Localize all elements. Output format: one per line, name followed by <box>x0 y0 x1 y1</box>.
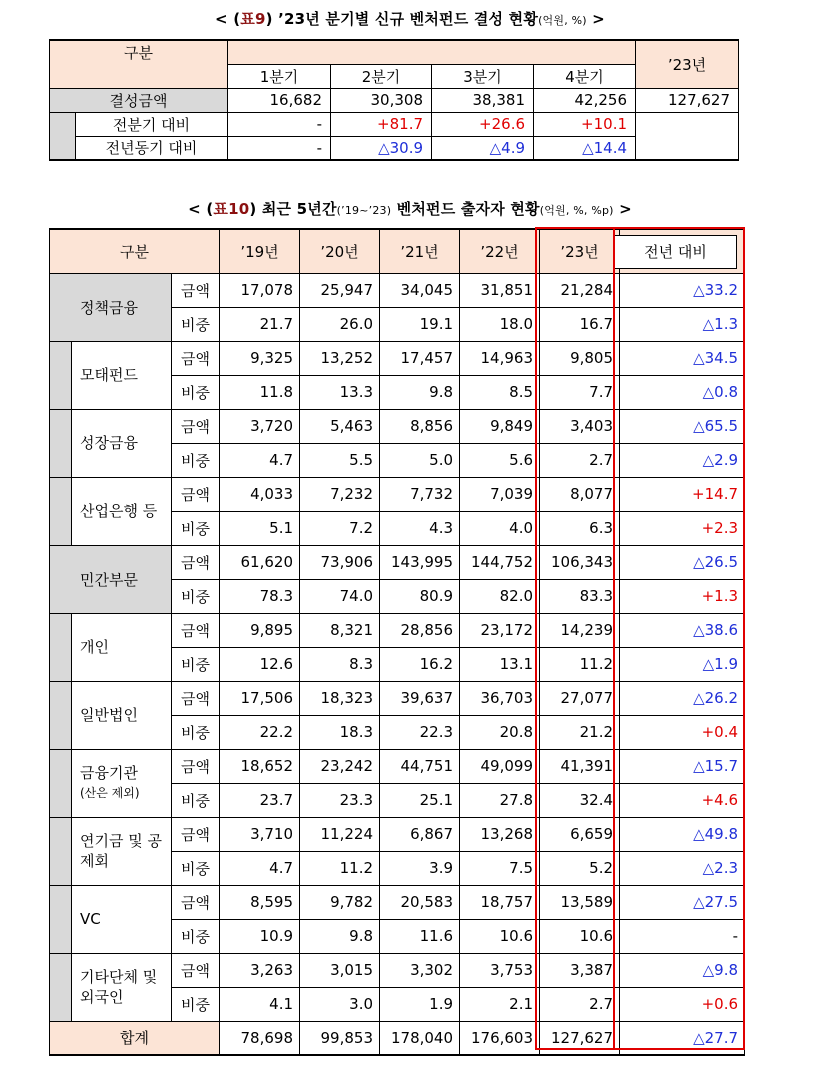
indent-fill <box>50 409 72 477</box>
amount-label: 금액 <box>172 273 220 307</box>
value-cell: 3,753 <box>460 953 540 987</box>
value-cell: 1.9 <box>380 987 460 1021</box>
value-cell: 23,242 <box>300 749 380 783</box>
share-label: 비중 <box>172 715 220 749</box>
value-cell: 5.0 <box>380 443 460 477</box>
value-cell: 9.8 <box>300 919 380 953</box>
table-row <box>50 817 745 851</box>
header-q2: 2분기 <box>331 64 432 88</box>
group-name: 성장금융 <box>80 434 138 452</box>
change-cell: △1.3 <box>620 307 745 341</box>
indent-fill <box>50 885 72 953</box>
table-row <box>50 613 745 647</box>
caption-range: (’19~’23) <box>336 204 392 217</box>
share-label: 비중 <box>172 375 220 409</box>
total-label: 합계 <box>50 1021 220 1055</box>
change-cell: +1.3 <box>620 579 745 613</box>
value-cell: 17,506 <box>220 681 300 715</box>
change-cell: △9.8 <box>620 953 745 987</box>
value-cell: 26.0 <box>300 307 380 341</box>
value-cell: 2.7 <box>540 987 620 1021</box>
table10-caption <box>0 198 820 219</box>
value-cell: 23,172 <box>460 613 540 647</box>
indent-fill <box>50 477 72 545</box>
value-cell: 4.7 <box>220 851 300 885</box>
value-cell: 25,947 <box>300 273 380 307</box>
value-cell: 44,751 <box>380 749 460 783</box>
value-cell: 3,403 <box>540 409 620 443</box>
group-label <box>72 341 172 409</box>
value-cell: 13,589 <box>540 885 620 919</box>
caption-title-2: 벤처펀드 출자자 현황 <box>391 200 540 218</box>
value-cell: 6,867 <box>380 817 460 851</box>
value-cell: 22.2 <box>220 715 300 749</box>
quarterly-fund-table <box>49 39 739 161</box>
row-label: 전분기 대비 <box>76 112 228 136</box>
indent-fill <box>50 136 76 160</box>
value-cell: 41,391 <box>540 749 620 783</box>
value-cell: 5.2 <box>540 851 620 885</box>
value-cell: 11.2 <box>300 851 380 885</box>
value-cell: 11.2 <box>540 647 620 681</box>
caption-tag: 표9 <box>240 10 266 28</box>
share-label: 비중 <box>172 919 220 953</box>
header-category: 구분 <box>50 229 220 273</box>
value-cell: 23.3 <box>300 783 380 817</box>
value-cell: 8.3 <box>300 647 380 681</box>
caption-prefix: < ( <box>215 10 241 28</box>
value-cell: 3,710 <box>220 817 300 851</box>
change-cell: +0.6 <box>620 987 745 1021</box>
total-change: △27.7 <box>620 1021 745 1055</box>
value-cell: 3,720 <box>220 409 300 443</box>
value-cell: 4.1 <box>220 987 300 1021</box>
value-cell: 36,703 <box>460 681 540 715</box>
value-cell: 8,595 <box>220 885 300 919</box>
value-cell: 3,263 <box>220 953 300 987</box>
amount-label: 금액 <box>172 749 220 783</box>
header-q1: 1분기 <box>228 64 331 88</box>
caption-unit: (억원, %, %p) <box>539 204 614 217</box>
share-label: 비중 <box>172 579 220 613</box>
value-cell: 14,963 <box>460 341 540 375</box>
value-cell: 74.0 <box>300 579 380 613</box>
header-year: ’20년 <box>300 229 380 273</box>
value-cell: 8.5 <box>460 375 540 409</box>
value-cell: 2.1 <box>460 987 540 1021</box>
value-cell: 7.2 <box>300 511 380 545</box>
row-label: 전년동기 대비 <box>76 136 228 160</box>
header-category-lower <box>50 64 228 88</box>
value-cell: 78.3 <box>220 579 300 613</box>
cell: 42,256 <box>534 88 636 112</box>
value-cell: 4,033 <box>220 477 300 511</box>
value-cell: 20,583 <box>380 885 460 919</box>
amount-label: 금액 <box>172 545 220 579</box>
indent-fill <box>50 817 72 885</box>
value-cell: 12.6 <box>220 647 300 681</box>
change-cell: △0.8 <box>620 375 745 409</box>
cell-empty <box>636 112 739 160</box>
value-cell: 9,895 <box>220 613 300 647</box>
share-label: 비중 <box>172 783 220 817</box>
table-row <box>50 885 745 919</box>
row-label: 결성금액 <box>50 88 228 112</box>
change-cell: △2.9 <box>620 443 745 477</box>
caption-tag: 표10 <box>213 200 250 218</box>
header-year: ’21년 <box>380 229 460 273</box>
share-label: 비중 <box>172 307 220 341</box>
value-cell: 7.5 <box>460 851 540 885</box>
value-cell: 3,302 <box>380 953 460 987</box>
amount-label: 금액 <box>172 953 220 987</box>
group-name: 정책금융 <box>80 298 138 317</box>
value-cell: 20.8 <box>460 715 540 749</box>
total-cell: 178,040 <box>380 1021 460 1055</box>
header-change: 전년 대비 <box>614 235 737 269</box>
value-cell: 8,321 <box>300 613 380 647</box>
value-cell: 9,849 <box>460 409 540 443</box>
indent-fill <box>50 953 72 1021</box>
value-cell: 9,782 <box>300 885 380 919</box>
value-cell: 18,323 <box>300 681 380 715</box>
value-cell: 83.3 <box>540 579 620 613</box>
change-cell: +0.4 <box>620 715 745 749</box>
caption-title: ) ’23년 분기별 신규 벤처펀드 결성 현황 <box>265 10 539 28</box>
value-cell: 18,652 <box>220 749 300 783</box>
value-cell: 10.6 <box>540 919 620 953</box>
value-cell: 13.1 <box>460 647 540 681</box>
value-cell: 143,995 <box>380 545 460 579</box>
value-cell: 17,078 <box>220 273 300 307</box>
change-cell: △2.3 <box>620 851 745 885</box>
cell: △14.4 <box>534 136 636 160</box>
value-cell: 3.0 <box>300 987 380 1021</box>
amount-label: 금액 <box>172 613 220 647</box>
indent-fill <box>50 613 72 681</box>
value-cell: 18.3 <box>300 715 380 749</box>
share-label: 비중 <box>172 647 220 681</box>
group-label <box>50 545 172 613</box>
cell-total: 127,627 <box>636 88 739 112</box>
group-label <box>72 817 172 885</box>
value-cell: 7,732 <box>380 477 460 511</box>
cell: 38,381 <box>432 88 534 112</box>
value-cell: 27.8 <box>460 783 540 817</box>
value-cell: 3,387 <box>540 953 620 987</box>
amount-label: 금액 <box>172 885 220 919</box>
caption-suffix: > <box>613 200 632 218</box>
change-cell: △38.6 <box>620 613 745 647</box>
table-row <box>50 681 745 715</box>
value-cell: 13,268 <box>460 817 540 851</box>
cell: 30,308 <box>331 88 432 112</box>
value-cell: 8,856 <box>380 409 460 443</box>
change-cell: △26.5 <box>620 545 745 579</box>
amount-label: 금액 <box>172 681 220 715</box>
value-cell: 11.8 <box>220 375 300 409</box>
group-name: 기타단체 및 외국인 <box>80 968 158 1006</box>
group-name: 일반법인 <box>80 706 138 724</box>
change-cell: +2.3 <box>620 511 745 545</box>
amount-label: 금액 <box>172 409 220 443</box>
caption-unit: (억원, %) <box>538 14 587 27</box>
table9-caption <box>0 8 820 29</box>
group-label <box>72 953 172 1021</box>
value-cell: 10.6 <box>460 919 540 953</box>
value-cell: 13.3 <box>300 375 380 409</box>
caption-prefix: < ( <box>188 200 214 218</box>
share-label: 비중 <box>172 851 220 885</box>
change-cell: △65.5 <box>620 409 745 443</box>
total-cell: 176,603 <box>460 1021 540 1055</box>
group-label <box>72 613 172 681</box>
value-cell: 7,039 <box>460 477 540 511</box>
value-cell: 34,045 <box>380 273 460 307</box>
value-cell: 9.8 <box>380 375 460 409</box>
change-cell: +14.7 <box>620 477 745 511</box>
value-cell: 7.7 <box>540 375 620 409</box>
header-year: ’22년 <box>460 229 540 273</box>
value-cell: 21.7 <box>220 307 300 341</box>
table-row <box>50 953 745 987</box>
value-cell: 16.7 <box>540 307 620 341</box>
cell: - <box>228 112 331 136</box>
cell: +26.6 <box>432 112 534 136</box>
change-cell: △1.9 <box>620 647 745 681</box>
indent-fill <box>50 749 72 817</box>
value-cell: 9,325 <box>220 341 300 375</box>
value-cell: 18.0 <box>460 307 540 341</box>
value-cell: 61,620 <box>220 545 300 579</box>
header-spacer <box>228 40 636 64</box>
value-cell: 5.5 <box>300 443 380 477</box>
group-name: 민간부문 <box>80 570 138 589</box>
change-cell: △27.5 <box>620 885 745 919</box>
group-name: 개인 <box>80 638 109 656</box>
table-row <box>50 273 745 307</box>
group-name: 연기금 및 공제회 <box>80 832 162 870</box>
cell: △30.9 <box>331 136 432 160</box>
value-cell: 16.2 <box>380 647 460 681</box>
table-row <box>50 477 745 511</box>
value-cell: 27,077 <box>540 681 620 715</box>
group-label <box>72 477 172 545</box>
cell: +81.7 <box>331 112 432 136</box>
group-note: (산은 제외) <box>80 786 140 800</box>
value-cell: 10.9 <box>220 919 300 953</box>
value-cell: 3,015 <box>300 953 380 987</box>
change-cell: △49.8 <box>620 817 745 851</box>
value-cell: 11.6 <box>380 919 460 953</box>
group-label <box>72 885 172 953</box>
fund-investor-table <box>49 228 745 1056</box>
group-label <box>72 749 172 817</box>
value-cell: 22.3 <box>380 715 460 749</box>
header-year: ’23년 <box>636 40 739 88</box>
indent-fill <box>50 341 72 409</box>
cell: - <box>228 136 331 160</box>
share-label: 비중 <box>172 443 220 477</box>
change-cell: - <box>620 919 745 953</box>
table-row <box>50 545 745 579</box>
indent-fill <box>50 112 76 136</box>
value-cell: 82.0 <box>460 579 540 613</box>
group-name: 금융기관 <box>80 764 138 782</box>
header-category: 구분 <box>50 40 228 64</box>
header-q4: 4분기 <box>534 64 636 88</box>
change-cell: △33.2 <box>620 273 745 307</box>
change-cell: △26.2 <box>620 681 745 715</box>
group-label <box>50 273 172 341</box>
value-cell: 49,099 <box>460 749 540 783</box>
value-cell: 21.2 <box>540 715 620 749</box>
header-year: ’23년 <box>540 229 620 273</box>
caption-suffix: > <box>586 10 605 28</box>
group-name: 산업은행 등 <box>80 502 158 520</box>
share-label: 비중 <box>172 987 220 1021</box>
value-cell: 28,856 <box>380 613 460 647</box>
value-cell: 19.1 <box>380 307 460 341</box>
value-cell: 5,463 <box>300 409 380 443</box>
value-cell: 8,077 <box>540 477 620 511</box>
value-cell: 39,637 <box>380 681 460 715</box>
amount-label: 금액 <box>172 817 220 851</box>
table-row <box>50 749 745 783</box>
value-cell: 32.4 <box>540 783 620 817</box>
value-cell: 6.3 <box>540 511 620 545</box>
share-label: 비중 <box>172 511 220 545</box>
group-name: 모태펀드 <box>80 366 138 384</box>
cell: 16,682 <box>228 88 331 112</box>
table-row <box>50 409 745 443</box>
value-cell: 25.1 <box>380 783 460 817</box>
group-label <box>72 681 172 749</box>
value-cell: 9,805 <box>540 341 620 375</box>
value-cell: 73,906 <box>300 545 380 579</box>
total-cell: 99,853 <box>300 1021 380 1055</box>
change-cell: +4.6 <box>620 783 745 817</box>
value-cell: 80.9 <box>380 579 460 613</box>
value-cell: 4.3 <box>380 511 460 545</box>
amount-label: 금액 <box>172 477 220 511</box>
group-label <box>72 409 172 477</box>
value-cell: 4.0 <box>460 511 540 545</box>
value-cell: 11,224 <box>300 817 380 851</box>
amount-label: 금액 <box>172 341 220 375</box>
value-cell: 31,851 <box>460 273 540 307</box>
value-cell: 5.1 <box>220 511 300 545</box>
value-cell: 5.6 <box>460 443 540 477</box>
value-cell: 6,659 <box>540 817 620 851</box>
value-cell: 106,343 <box>540 545 620 579</box>
value-cell: 18,757 <box>460 885 540 919</box>
value-cell: 2.7 <box>540 443 620 477</box>
group-name: VC <box>80 910 101 928</box>
indent-fill <box>50 681 72 749</box>
cell: +10.1 <box>534 112 636 136</box>
value-cell: 17,457 <box>380 341 460 375</box>
value-cell: 4.7 <box>220 443 300 477</box>
change-cell: △34.5 <box>620 341 745 375</box>
total-cell: 78,698 <box>220 1021 300 1055</box>
value-cell: 21,284 <box>540 273 620 307</box>
value-cell: 3.9 <box>380 851 460 885</box>
value-cell: 13,252 <box>300 341 380 375</box>
change-cell: △15.7 <box>620 749 745 783</box>
cell: △4.9 <box>432 136 534 160</box>
value-cell: 7,232 <box>300 477 380 511</box>
caption-title: ) 최근 5년간 <box>249 200 337 218</box>
value-cell: 14,239 <box>540 613 620 647</box>
value-cell: 144,752 <box>460 545 540 579</box>
header-year: ’19년 <box>220 229 300 273</box>
header-q3: 3분기 <box>432 64 534 88</box>
total-cell: 127,627 <box>540 1021 620 1055</box>
value-cell: 23.7 <box>220 783 300 817</box>
table-row <box>50 341 745 375</box>
